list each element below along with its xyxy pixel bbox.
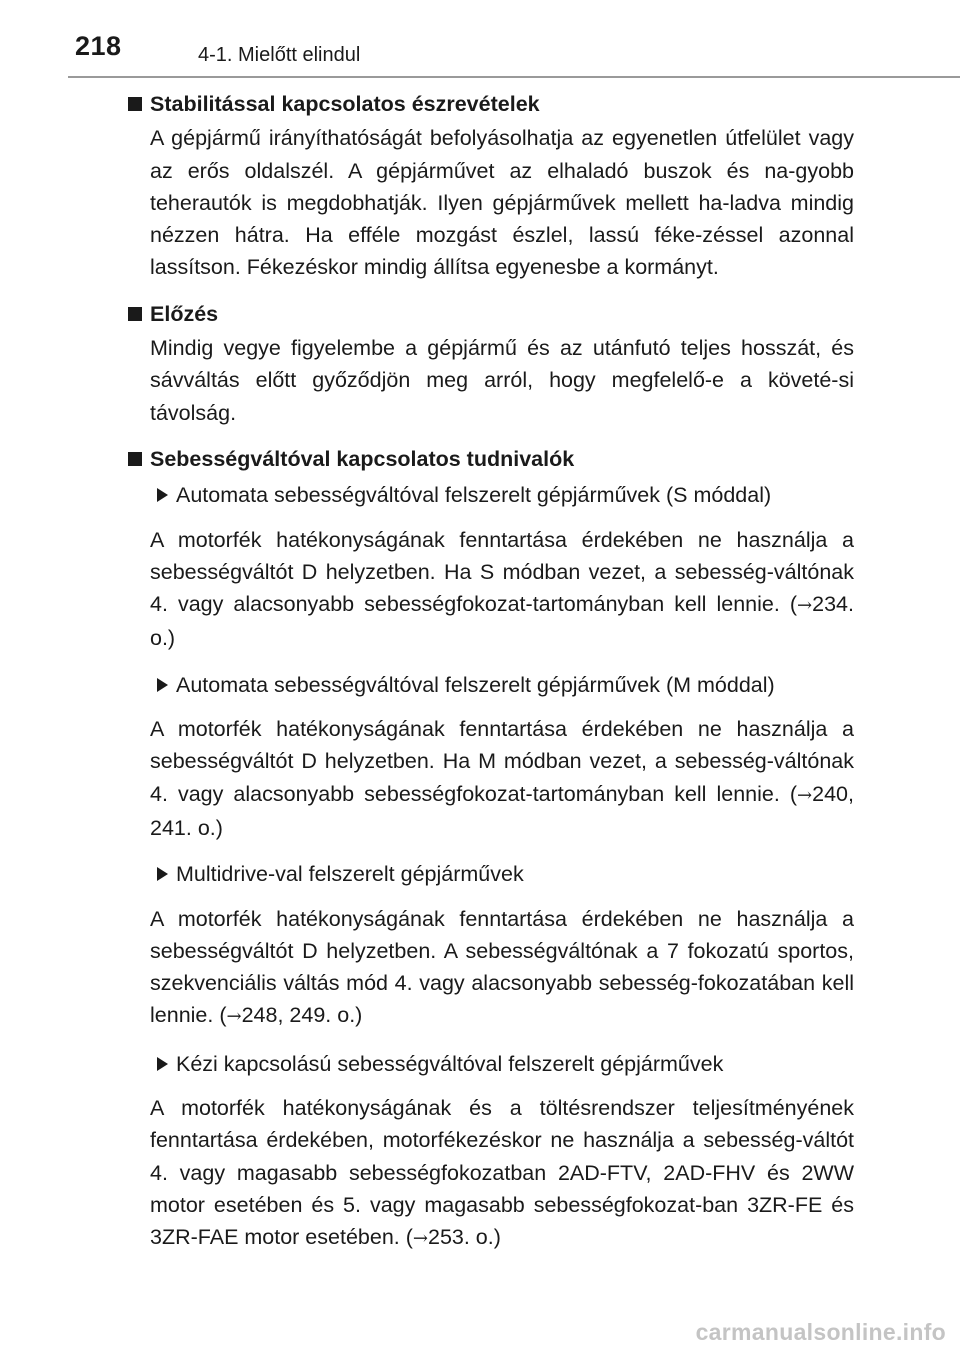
header-divider <box>68 76 960 78</box>
subheading-text: Automata sebességváltóval felszerelt gépjárművek (S móddal) <box>176 483 772 508</box>
subheading-automatic-m <box>128 669 854 701</box>
heading-text: Előzés <box>150 301 219 326</box>
page-number: 218 <box>75 31 122 61</box>
square-bullet-icon <box>128 452 142 466</box>
triangle-bullet-icon <box>157 488 168 502</box>
subheading-text: Automata sebességváltóval felszerelt gépjárművek (M móddal) <box>176 672 775 697</box>
triangle-bullet-icon <box>157 867 168 881</box>
subheading-multidrive <box>128 858 854 890</box>
arrow-right-icon: → <box>797 784 813 806</box>
heading-text: Sebességváltóval kapcsolatos tudnivalók <box>150 446 575 471</box>
page-reference: 253. o.) <box>427 1225 501 1250</box>
paragraph-manual <box>128 1092 854 1255</box>
paragraph-stability: A gépjármű irányíthatóságát befolyásolhatja az egyenetlen útfelület vagy az erős oldalszél. A gépjárművet az elhaladó buszok és na-gyobb teherautók is megdobhatják. Ilyen gépjárművek mellett ha-ladva mindig nézzen hátra. Ha efféle mozgást észlel, lassú féke-zéssel azonnal lassítson. Fékezéskor mindig állítsa egyenesbe a kormányt. <box>150 126 854 280</box>
page-content <box>128 88 854 1270</box>
triangle-bullet-icon <box>157 678 168 692</box>
paragraph-multidrive <box>128 903 854 1034</box>
paragraph-automatic-s <box>128 524 854 655</box>
heading-text: Stabilitással kapcsolatos észrevételek <box>150 92 540 116</box>
triangle-bullet-icon <box>157 1057 168 1071</box>
arrow-right-icon: → <box>412 1228 428 1250</box>
heading-overtaking <box>128 298 854 330</box>
subheading-automatic-s <box>128 479 854 511</box>
page-reference: 240, 241. o.) <box>150 781 854 840</box>
section-title: 4-1. Mielőtt elindul <box>198 44 361 66</box>
paragraph-text: A motorfék hatékonyságának fenntartása érdekében ne használja a sebességváltót D helyzetben. Ha S módban vezet, a sebesség-váltónak 4. vagy alacsonyabb sebességfokozat-tartományban kell lennie. ( <box>150 527 854 617</box>
paragraph-text: A motorfék hatékonyságának fenntartása érdekében ne használja a sebességváltót D helyzetben. A sebességváltónak a 7 fokozatú sportos, szekvenciális váltás mód 4. vagy alacsonyabb sebesség-fokozatában kell lennie. ( <box>150 906 854 1028</box>
page-reference: 234. o.) <box>150 592 854 651</box>
subheading-manual <box>128 1048 854 1080</box>
page-reference: 248, 249. o.) <box>241 1003 363 1028</box>
square-bullet-icon <box>128 307 142 321</box>
arrow-right-icon: → <box>226 1006 242 1028</box>
subheading-text: Multidrive-val felszerelt gépjárművek <box>176 862 524 887</box>
watermark-text: carmanualsonline.info <box>695 1319 946 1345</box>
subheading-text: Kézi kapcsolású sebességváltóval felszerelt gépjárművek <box>176 1051 724 1076</box>
square-bullet-icon <box>128 97 142 111</box>
arrow-right-icon: → <box>797 595 813 617</box>
heading-transmission <box>128 443 854 475</box>
paragraph-overtaking: Mindig vegye figyelembe a gépjármű és az utánfutó teljes hosszát, és sávváltás előtt győződjön meg arról, hogy megfelelő-e a követé-si távolság. <box>150 336 854 425</box>
paragraph-text: A motorfék hatékonyságának fenntartása érdekében ne használja a sebességváltót D helyzetben. Ha M módban vezet, a sebesség-váltónak 4. vagy alacsonyabb sebességfokozat-tartományban kell lennie. ( <box>150 717 854 806</box>
page-header <box>0 0 960 80</box>
paragraph-automatic-m <box>128 713 854 844</box>
paragraph-text: A motorfék hatékonyságának és a töltésrendszer teljesítményének fenntartása érdekében, motorfékezéskor ne használja a sebesség-váltót 4. vagy magasabb sebességfokozatban 2AD-FTV, 2AD-FHV és 2WW motor esetében és 5. vagy magasabb sebességfokozat-ban 3ZR-FE és 3ZR-FAE motor esetében. ( <box>150 1096 854 1250</box>
heading-stability <box>128 88 854 120</box>
